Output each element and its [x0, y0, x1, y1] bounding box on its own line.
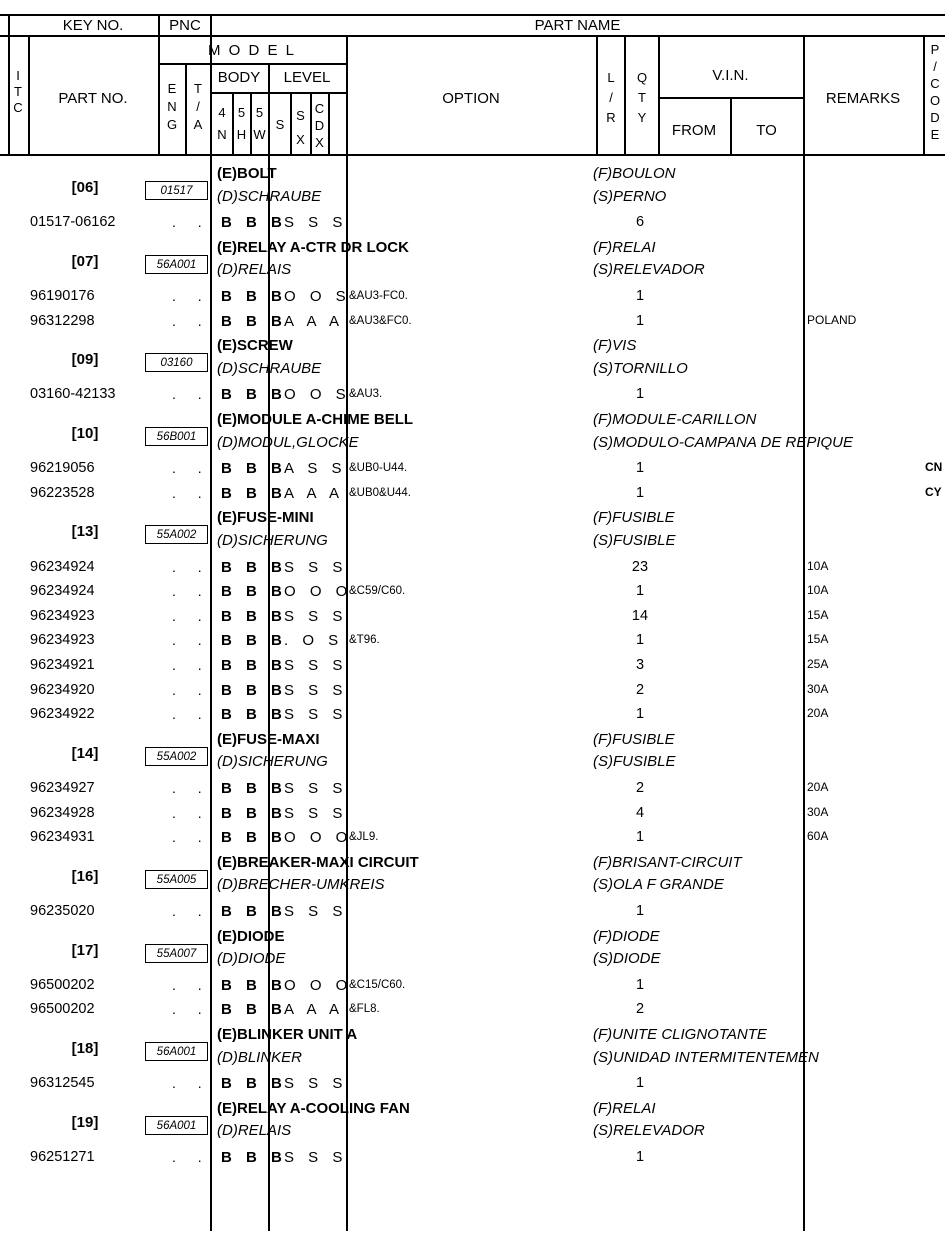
remarks-header: REMARKS: [825, 90, 901, 107]
pnc-code-box: 55A002: [145, 747, 208, 766]
eng-ta-dots: . .: [172, 1075, 211, 1092]
german-name: (D)SICHERUNG: [217, 753, 328, 771]
body-codes: B B B: [221, 484, 287, 502]
pcode: CN: [925, 460, 943, 475]
body-codes: B B B: [221, 1075, 287, 1093]
key-no-header: KEY NO.: [62, 17, 124, 34]
level-codes: S S S: [284, 804, 348, 822]
pcode: CY: [925, 484, 942, 499]
level-codes: O O O: [284, 976, 353, 994]
english-name: (E)FUSE-MAXI: [217, 730, 320, 748]
french-name: (F)MODULE-CARILLON: [593, 411, 757, 428]
remarks: 60A: [807, 829, 829, 844]
remarks: 10A: [807, 558, 829, 573]
remarks: 20A: [807, 780, 829, 794]
quantity: 1: [635, 706, 645, 723]
quantity: 1: [635, 976, 645, 993]
body-codes: B B B: [221, 558, 287, 576]
remarks: POLAND: [807, 312, 857, 327]
french-name: (F)RELAI: [593, 1099, 656, 1117]
eng-ta-dots: . .: [172, 1149, 211, 1165]
level-cdx-header: C D X: [314, 101, 325, 150]
quantity: 2: [635, 681, 645, 698]
level-sx-header: S X: [296, 108, 305, 147]
german-name: (D)MODUL,GLOCKE: [217, 433, 359, 451]
french-name: (F)FUSIBLE: [593, 730, 675, 748]
english-name: (E)FUSE-MINI: [217, 509, 314, 527]
spanish-name: (S)DIODE: [593, 950, 661, 968]
eng-ta-dots: . .: [172, 558, 211, 575]
level-codes: O O O: [284, 583, 353, 601]
eng-ta-dots: . .: [172, 903, 211, 919]
part-number: 96219056: [30, 460, 95, 477]
spanish-name: (S)MODULO-CAMPANA DE REPIQUE: [593, 433, 854, 451]
part-number: 96251271: [30, 1149, 95, 1165]
part-number: 96234931: [30, 829, 95, 846]
level-codes: . O S: [284, 632, 344, 650]
eng-ta-dots: . .: [172, 1001, 211, 1018]
french-name: (F)UNITE CLIGNOTANTE: [593, 1026, 767, 1043]
eng-ta-dots: . .: [172, 214, 211, 231]
german-name: (D)SICHERUNG: [217, 532, 328, 549]
body-codes: B B B: [221, 288, 287, 305]
level-codes: S S S: [284, 1149, 348, 1166]
key-number: [17]: [71, 941, 99, 959]
level-codes: A S S: [284, 460, 347, 478]
body-4n-header: 4 N: [217, 105, 227, 142]
spanish-name: (S)RELEVADOR: [593, 1122, 705, 1140]
option-code: &FL8.: [349, 1003, 380, 1016]
french-name: (F)RELAI: [593, 238, 656, 256]
quantity: 14: [631, 607, 649, 624]
german-name: (D)SCHRAUBE: [217, 359, 322, 377]
body-codes: B B B: [221, 804, 287, 822]
quantity: 1: [635, 583, 645, 600]
key-number: [19]: [71, 1113, 99, 1131]
body-codes: B B B: [221, 312, 287, 330]
part-number: 96234923: [30, 607, 95, 624]
body-header: BODY: [217, 69, 261, 86]
option-code: &C59/C60.: [349, 585, 406, 598]
part-number: 96234922: [30, 706, 95, 723]
german-name: (D)SCHRAUBE: [217, 187, 322, 205]
key-number: [09]: [71, 351, 99, 369]
body-codes: B B B: [221, 903, 287, 920]
option-code: &T96.: [349, 634, 380, 647]
english-name: (E)RELAY A-COOLING FAN: [217, 1099, 410, 1117]
ta-header: T / A: [193, 81, 203, 132]
french-name: (F)DIODE: [593, 927, 660, 945]
eng-ta-dots: . .: [172, 460, 211, 477]
pnc-code-box: 56A001: [145, 1042, 208, 1061]
eng-ta-dots: . .: [172, 976, 211, 993]
vin-to-header: TO: [756, 122, 777, 139]
model-header: M O D E L: [207, 42, 296, 59]
level-codes: S S S: [284, 657, 348, 674]
part-number: 96234924: [30, 583, 95, 600]
spanish-name: (S)FUSIBLE: [593, 532, 676, 549]
body-codes: B B B: [221, 681, 287, 699]
spanish-name: (S)UNIDAD INTERMITENTEMEN: [593, 1048, 819, 1066]
level-codes: S S S: [284, 903, 348, 920]
pnc-code-box: 55A005: [145, 870, 208, 889]
quantity: 1: [635, 460, 645, 477]
level-codes: S S S: [284, 558, 348, 576]
eng-header: E N G: [166, 81, 178, 132]
quantity: 1: [635, 312, 645, 329]
quantity: 4: [635, 804, 645, 821]
quantity: 1: [635, 632, 645, 649]
body-codes: B B B: [221, 780, 287, 797]
body-5h-header: 5 H: [236, 105, 247, 142]
german-name: (D)BLINKER: [217, 1048, 303, 1066]
body-codes: B B B: [221, 607, 287, 625]
german-name: (D)DIODE: [217, 950, 286, 968]
level-codes: O O S: [284, 288, 351, 305]
quantity: 1: [635, 288, 645, 304]
body-codes: B B B: [221, 386, 287, 404]
option-code: &JL9.: [349, 831, 379, 844]
option-code: &UB0-U44.: [349, 462, 408, 475]
body-codes: B B B: [221, 829, 287, 847]
option-code: &C15/C60.: [349, 978, 406, 991]
body-codes: B B B: [221, 583, 287, 601]
level-codes: S S S: [284, 214, 348, 232]
quantity: 1: [635, 1075, 645, 1092]
eng-ta-dots: . .: [172, 583, 211, 600]
lr-header: L / R: [606, 70, 616, 125]
english-name: (E)BREAKER-MAXI CIRCUIT: [217, 853, 419, 871]
french-name: (F)BOULON: [593, 165, 676, 182]
part-name-header: PART NAME: [534, 17, 621, 34]
french-name: (F)BRISANT-CIRCUIT: [593, 853, 742, 871]
key-number: [13]: [71, 523, 99, 541]
level-header: LEVEL: [283, 69, 331, 86]
spanish-name: (S)PERNO: [593, 187, 667, 205]
quantity: 1: [635, 386, 645, 403]
pnc-header: PNC: [169, 17, 201, 34]
level-codes: S S S: [284, 1075, 348, 1093]
part-number: 96312298: [30, 312, 95, 329]
option-header: OPTION: [442, 90, 500, 107]
part-number: 96234921: [30, 657, 95, 673]
pcode-header: P / C O D E: [929, 42, 941, 142]
vin-from-header: FROM: [671, 122, 717, 139]
key-number: [14]: [71, 744, 99, 762]
german-name: (D)BRECHER-UMKREIS: [217, 876, 385, 894]
body-codes: B B B: [221, 1149, 287, 1166]
eng-ta-dots: . .: [172, 607, 211, 624]
key-number: [16]: [71, 867, 99, 885]
eng-ta-dots: . .: [172, 312, 211, 329]
part-number: 96234928: [30, 804, 95, 821]
quantity: 1: [635, 1149, 645, 1165]
key-number: [06]: [71, 179, 99, 196]
french-name: (F)FUSIBLE: [593, 509, 675, 527]
english-name: (E)RELAY A-CTR DR LOCK: [217, 238, 409, 256]
eng-ta-dots: . .: [172, 386, 211, 403]
key-number: [18]: [71, 1040, 99, 1057]
eng-ta-dots: . .: [172, 657, 211, 673]
eng-ta-dots: . .: [172, 484, 211, 501]
eng-ta-dots: . .: [172, 681, 211, 698]
remarks: 30A: [807, 681, 829, 696]
part-number: 96223528: [30, 484, 95, 501]
part-number: 96234924: [30, 558, 95, 575]
english-name: (E)DIODE: [217, 927, 285, 945]
eng-ta-dots: . .: [172, 804, 211, 821]
eng-ta-dots: . .: [172, 829, 211, 846]
vin-header: V.I.N.: [712, 67, 749, 84]
body-codes: B B B: [221, 460, 287, 478]
level-codes: S S S: [284, 681, 348, 699]
part-number: 96235020: [30, 903, 95, 919]
remarks: 15A: [807, 607, 829, 622]
pnc-code-box: 01517: [145, 181, 208, 200]
quantity: 1: [635, 829, 645, 846]
remarks: 10A: [807, 583, 829, 598]
level-codes: O O O: [284, 829, 353, 847]
option-code: &UB0&U44.: [349, 486, 412, 499]
english-name: (E)BLINKER UNIT A: [217, 1026, 358, 1043]
quantity: 3: [635, 657, 645, 673]
body-codes: B B B: [221, 632, 287, 650]
part-number: 96234920: [30, 681, 95, 698]
level-codes: A A A: [284, 312, 345, 330]
key-number: [10]: [71, 425, 99, 442]
level-codes: A A A: [284, 484, 345, 502]
part-no-header: PART NO.: [58, 90, 128, 107]
pnc-code-box: 56A001: [145, 255, 208, 274]
eng-ta-dots: . .: [172, 632, 211, 649]
quantity: 1: [635, 484, 645, 501]
english-name: (E)BOLT: [217, 165, 277, 182]
part-number: 03160-42133: [30, 386, 116, 403]
german-name: (D)RELAIS: [217, 261, 292, 279]
german-name: (D)RELAIS: [217, 1122, 292, 1140]
body-codes: B B B: [221, 657, 287, 674]
level-s-header: S: [275, 117, 285, 132]
spanish-name: (S)OLA F GRANDE: [593, 876, 724, 894]
quantity: 2: [635, 1001, 645, 1018]
part-number: 01517-06162: [30, 214, 116, 231]
body-codes: B B B: [221, 214, 287, 232]
english-name: (E)MODULE A-CHIME BELL: [217, 411, 414, 428]
eng-ta-dots: . .: [172, 706, 211, 723]
english-name: (E)SCREW: [217, 337, 293, 355]
pnc-code-box: 55A007: [145, 944, 208, 963]
qty-header: Q T Y: [636, 70, 648, 125]
remarks: 20A: [807, 706, 829, 721]
level-codes: O O S: [284, 386, 351, 404]
level-codes: S S S: [284, 780, 348, 797]
option-code: &AU3&FC0.: [349, 314, 412, 327]
part-number: 96312545: [30, 1075, 95, 1092]
part-number: 96234927: [30, 780, 95, 796]
spanish-name: (S)RELEVADOR: [593, 261, 705, 279]
part-number: 96500202: [30, 976, 95, 993]
part-number: 96190176: [30, 288, 95, 304]
quantity: 2: [635, 780, 645, 796]
remarks: 15A: [807, 632, 829, 647]
remarks: 25A: [807, 657, 829, 671]
itc-header: I T C: [13, 68, 23, 115]
body-codes: B B B: [221, 976, 287, 994]
remarks: 30A: [807, 804, 829, 819]
pnc-code-box: 56B001: [145, 427, 208, 446]
key-number: [07]: [71, 252, 99, 270]
spanish-name: (S)TORNILLO: [593, 359, 688, 377]
pnc-code-box: 55A002: [145, 525, 208, 544]
level-codes: A A A: [284, 1001, 345, 1019]
eng-ta-dots: . .: [172, 288, 211, 304]
pnc-code-box: 03160: [145, 353, 208, 372]
option-code: &AU3-FC0.: [349, 290, 408, 302]
part-number: 96500202: [30, 1001, 95, 1018]
eng-ta-dots: . .: [172, 780, 211, 796]
quantity: 1: [635, 903, 645, 919]
body-5w-header: 5 W: [253, 105, 266, 142]
body-codes: B B B: [221, 706, 287, 724]
spanish-name: (S)FUSIBLE: [593, 753, 676, 771]
body-codes: B B B: [221, 1001, 287, 1019]
french-name: (F)VIS: [593, 337, 637, 355]
quantity: 6: [635, 214, 645, 231]
option-code: &AU3.: [349, 388, 383, 401]
level-codes: S S S: [284, 706, 348, 724]
pnc-code-box: 56A001: [145, 1116, 208, 1135]
quantity: 23: [631, 558, 649, 575]
level-codes: S S S: [284, 607, 348, 625]
part-number: 96234923: [30, 632, 95, 649]
